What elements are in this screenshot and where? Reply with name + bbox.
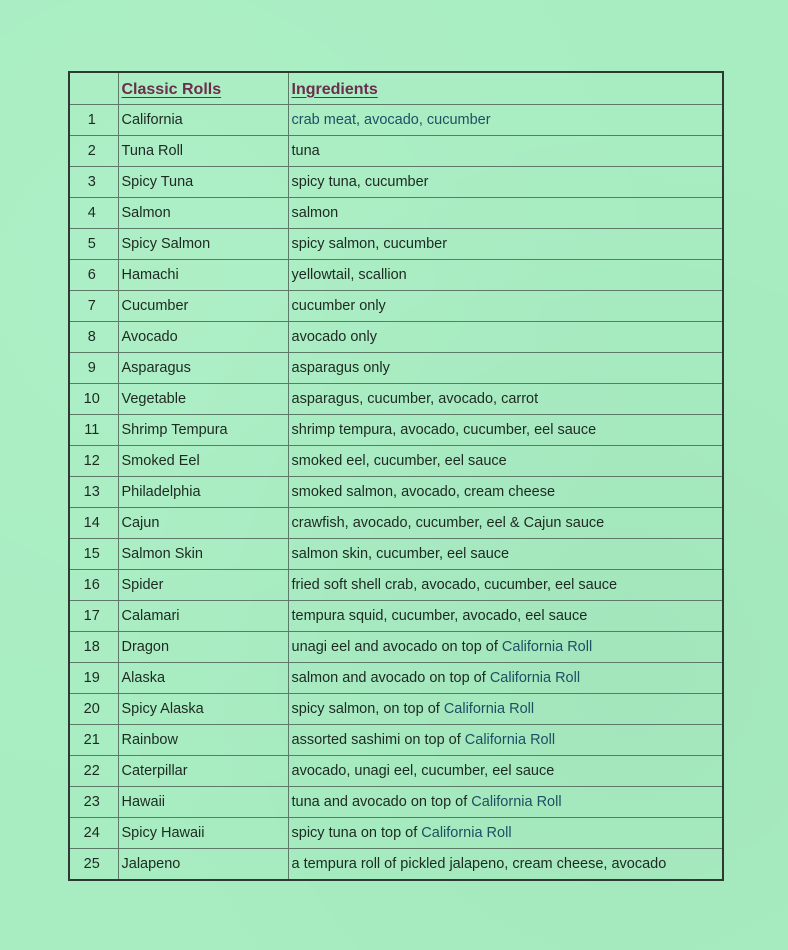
table-row	[69, 787, 723, 818]
roll-ingredients	[288, 415, 723, 446]
row-number: 3	[69, 167, 118, 198]
roll-name: Asparagus	[118, 353, 288, 384]
table-row	[69, 167, 723, 198]
california-roll-reference: California Roll	[471, 794, 562, 810]
row-number: 16	[69, 570, 118, 601]
ingredients-text: tuna	[291, 143, 320, 159]
roll-name: Dragon	[118, 632, 288, 663]
table-row	[69, 384, 723, 415]
roll-ingredients	[288, 477, 723, 508]
ingredients-text: salmon	[291, 205, 339, 221]
table-row	[69, 756, 723, 787]
table-row	[69, 601, 723, 632]
table-row	[69, 477, 723, 508]
roll-ingredients	[288, 632, 723, 663]
ingredients-text: crawfish, avocado, cucumber, eel & Cajun sauce	[291, 515, 605, 531]
ingredients-text: cucumber only	[291, 298, 386, 314]
roll-name: Caterpillar	[118, 756, 288, 787]
row-number: 23	[69, 787, 118, 818]
roll-name: Salmon	[118, 198, 288, 229]
ingredients-text: crab meat, avocado, cucumber	[291, 112, 491, 128]
roll-ingredients	[288, 229, 723, 260]
roll-name: Hawaii	[118, 787, 288, 818]
ingredients-text: smoked salmon, avocado, cream cheese	[291, 484, 556, 500]
roll-name: Spicy Alaska	[118, 694, 288, 725]
table-row	[69, 849, 723, 881]
roll-ingredients	[288, 663, 723, 694]
roll-name: Rainbow	[118, 725, 288, 756]
roll-ingredients	[288, 508, 723, 539]
ingredients-text: asparagus only	[291, 360, 390, 376]
row-number: 11	[69, 415, 118, 446]
roll-ingredients	[288, 787, 723, 818]
ingredients-text: a tempura roll of pickled jalapeno, cream cheese, avocado	[291, 856, 667, 872]
row-number: 24	[69, 818, 118, 849]
header-classic-rolls: Classic Rolls	[118, 72, 288, 105]
row-number: 9	[69, 353, 118, 384]
california-roll-reference: California Roll	[464, 732, 556, 748]
roll-name: Philadelphia	[118, 477, 288, 508]
roll-name: Jalapeno	[118, 849, 288, 881]
roll-name: Calamari	[118, 601, 288, 632]
table-row	[69, 508, 723, 539]
roll-ingredients	[288, 167, 723, 198]
row-number: 8	[69, 322, 118, 353]
row-number: 6	[69, 260, 118, 291]
roll-ingredients	[288, 694, 723, 725]
roll-name: Cajun	[118, 508, 288, 539]
ingredients-text: salmon and avocado on top of	[291, 670, 490, 686]
ingredients-text: fried soft shell crab, avocado, cucumber, eel sauce	[291, 577, 618, 593]
roll-name: Spicy Hawaii	[118, 818, 288, 849]
roll-ingredients	[288, 291, 723, 322]
california-roll-reference: California Roll	[421, 825, 512, 841]
table-row	[69, 694, 723, 725]
table-row	[69, 105, 723, 136]
roll-ingredients	[288, 818, 723, 849]
row-number: 21	[69, 725, 118, 756]
table-row	[69, 322, 723, 353]
roll-name: Smoked Eel	[118, 446, 288, 477]
roll-name: Vegetable	[118, 384, 288, 415]
table-row	[69, 229, 723, 260]
california-roll-reference: California Roll	[501, 639, 593, 655]
roll-ingredients	[288, 539, 723, 570]
california-roll-reference: California Roll	[443, 701, 535, 717]
roll-ingredients	[288, 446, 723, 477]
ingredients-text: yellowtail, scallion	[291, 267, 407, 283]
roll-ingredients	[288, 322, 723, 353]
row-number: 10	[69, 384, 118, 415]
roll-ingredients	[288, 570, 723, 601]
table-row	[69, 260, 723, 291]
row-number: 19	[69, 663, 118, 694]
roll-ingredients	[288, 105, 723, 136]
table-row	[69, 570, 723, 601]
row-number: 12	[69, 446, 118, 477]
header-number	[69, 72, 118, 105]
row-number: 22	[69, 756, 118, 787]
ingredients-text: spicy salmon, on top of	[291, 701, 444, 717]
ingredients-text: spicy tuna, cucumber	[291, 174, 429, 190]
row-number: 5	[69, 229, 118, 260]
roll-name: Cucumber	[118, 291, 288, 322]
roll-ingredients	[288, 849, 723, 881]
table-row	[69, 446, 723, 477]
roll-ingredients	[288, 260, 723, 291]
ingredients-text: avocado, unagi eel, cucumber, eel sauce	[291, 763, 555, 779]
roll-ingredients	[288, 601, 723, 632]
row-number: 7	[69, 291, 118, 322]
roll-name: Hamachi	[118, 260, 288, 291]
row-number: 20	[69, 694, 118, 725]
ingredients-text: avocado only	[291, 329, 377, 345]
table-row	[69, 136, 723, 167]
roll-name: Salmon Skin	[118, 539, 288, 570]
roll-ingredients	[288, 198, 723, 229]
row-number: 4	[69, 198, 118, 229]
roll-name: Spicy Salmon	[118, 229, 288, 260]
ingredients-text: tuna and avocado on top of	[291, 794, 472, 810]
ingredients-text: asparagus, cucumber, avocado, carrot	[291, 391, 539, 407]
ingredients-text: smoked eel, cucumber, eel sauce	[291, 453, 507, 469]
row-number: 17	[69, 601, 118, 632]
roll-name: Spider	[118, 570, 288, 601]
row-number: 1	[69, 105, 118, 136]
table-row	[69, 818, 723, 849]
roll-name: Spicy Tuna	[118, 167, 288, 198]
row-number: 14	[69, 508, 118, 539]
table-header-row	[69, 72, 723, 105]
roll-ingredients	[288, 353, 723, 384]
table-body	[69, 105, 723, 881]
ingredients-text: tempura squid, cucumber, avocado, eel sauce	[291, 608, 588, 624]
row-number: 2	[69, 136, 118, 167]
table-row	[69, 663, 723, 694]
roll-name: Alaska	[118, 663, 288, 694]
classic-rolls-table	[68, 71, 724, 881]
table-row	[69, 353, 723, 384]
row-number: 15	[69, 539, 118, 570]
roll-name: Shrimp Tempura	[118, 415, 288, 446]
ingredients-text: salmon skin, cucumber, eel sauce	[291, 546, 510, 562]
ingredients-text: shrimp tempura, avocado, cucumber, eel sauce	[291, 422, 597, 438]
table-row	[69, 725, 723, 756]
table-row	[69, 415, 723, 446]
ingredients-text: unagi eel and avocado on top of	[291, 639, 502, 655]
roll-name: California	[118, 105, 288, 136]
row-number: 18	[69, 632, 118, 663]
roll-ingredients	[288, 384, 723, 415]
roll-name: Tuna Roll	[118, 136, 288, 167]
roll-ingredients	[288, 756, 723, 787]
table-row	[69, 632, 723, 663]
table-row	[69, 198, 723, 229]
ingredients-text: spicy salmon, cucumber	[291, 236, 448, 252]
ingredients-text: spicy tuna on top of	[291, 825, 422, 841]
roll-ingredients	[288, 725, 723, 756]
roll-name: Avocado	[118, 322, 288, 353]
roll-ingredients	[288, 136, 723, 167]
row-number: 25	[69, 849, 118, 881]
table-row	[69, 539, 723, 570]
header-ingredients: Ingredients	[288, 72, 723, 105]
row-number: 13	[69, 477, 118, 508]
table-row	[69, 291, 723, 322]
california-roll-reference: California Roll	[489, 670, 581, 686]
ingredients-text: assorted sashimi on top of	[291, 732, 465, 748]
